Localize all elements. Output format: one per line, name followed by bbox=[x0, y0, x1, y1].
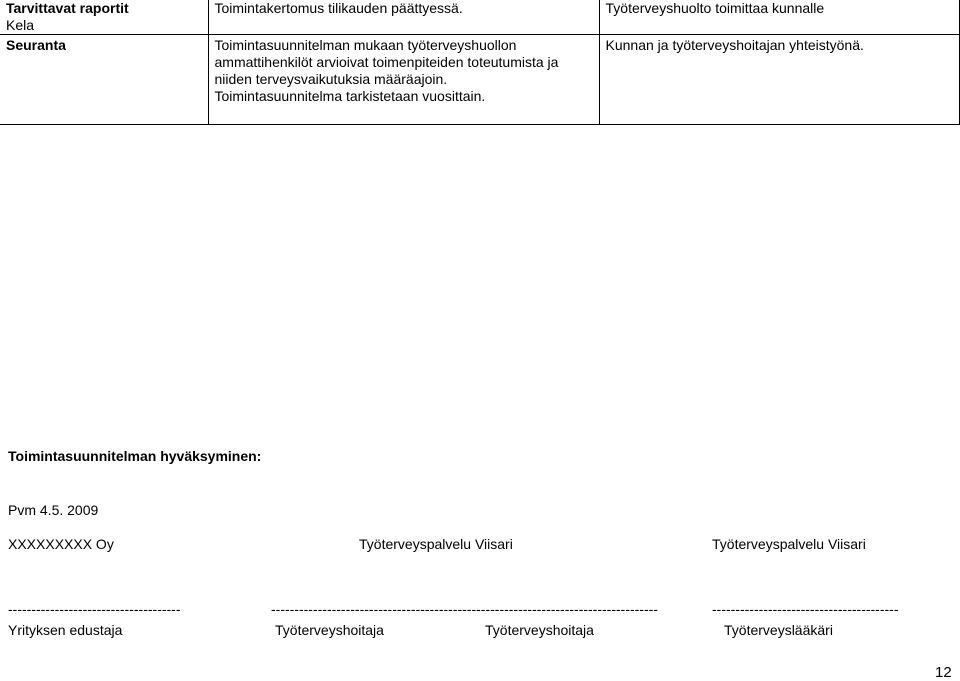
row-right-cell bbox=[599, 0, 959, 35]
approval-heading: Toimintasuunnitelman hyväksyminen: bbox=[8, 448, 262, 464]
row-right-cell bbox=[599, 35, 959, 125]
reports-responsible: Työterveyshuolto toimittaa kunnalle bbox=[605, 0, 825, 16]
report-table bbox=[0, 0, 960, 125]
role-nurse-1: Työterveyshoitaja bbox=[275, 622, 384, 638]
signature-line-doctor: ---------------------------------------- bbox=[712, 601, 899, 617]
role-company-representative: Yrityksen edustaja bbox=[8, 622, 123, 638]
reports-description: Toimintakertomus tilikauden päättyessä. bbox=[214, 0, 463, 16]
followup-line: Toimintasuunnitelma tarkistetaan vuosittain. bbox=[214, 88, 486, 104]
role-doctor: Työterveyslääkäri bbox=[724, 622, 833, 638]
row-label-reports: Tarvittavat raportit bbox=[6, 0, 129, 16]
followup-line: ammattihenkilöt arvioivat toimenpiteiden toteutumista ja bbox=[214, 54, 559, 70]
row-middle-cell bbox=[208, 35, 599, 125]
page-number: 12 bbox=[935, 664, 952, 681]
row-sublabel-kela: Kela bbox=[6, 17, 35, 33]
approval-date: Pvm 4.5. 2009 bbox=[8, 502, 99, 518]
party-occupational-health-2: Työterveyspalvelu Viisari bbox=[712, 536, 866, 552]
row-label-cell bbox=[0, 0, 208, 35]
signature-line-nurses: ----------------------------------------------------------------------------------- bbox=[271, 601, 658, 617]
row-label-followup: Seuranta bbox=[6, 37, 66, 53]
party-company: XXXXXXXXX Oy bbox=[8, 536, 114, 552]
party-occupational-health-1: Työterveyspalvelu Viisari bbox=[359, 536, 513, 552]
followup-responsible: Kunnan ja työterveyshoitajan yhteistyönä. bbox=[605, 37, 864, 53]
role-nurse-2: Työterveyshoitaja bbox=[485, 622, 594, 638]
signature-line-company: ------------------------------------- bbox=[8, 601, 181, 617]
row-middle-cell bbox=[208, 0, 599, 35]
row-label-cell bbox=[0, 35, 208, 125]
followup-line: Toimintasuunnitelman mukaan työterveyshuollon bbox=[214, 37, 517, 53]
table-row bbox=[0, 35, 959, 125]
followup-line: niiden terveysvaikutuksia määräajoin. bbox=[214, 71, 448, 87]
table-row bbox=[0, 0, 959, 35]
